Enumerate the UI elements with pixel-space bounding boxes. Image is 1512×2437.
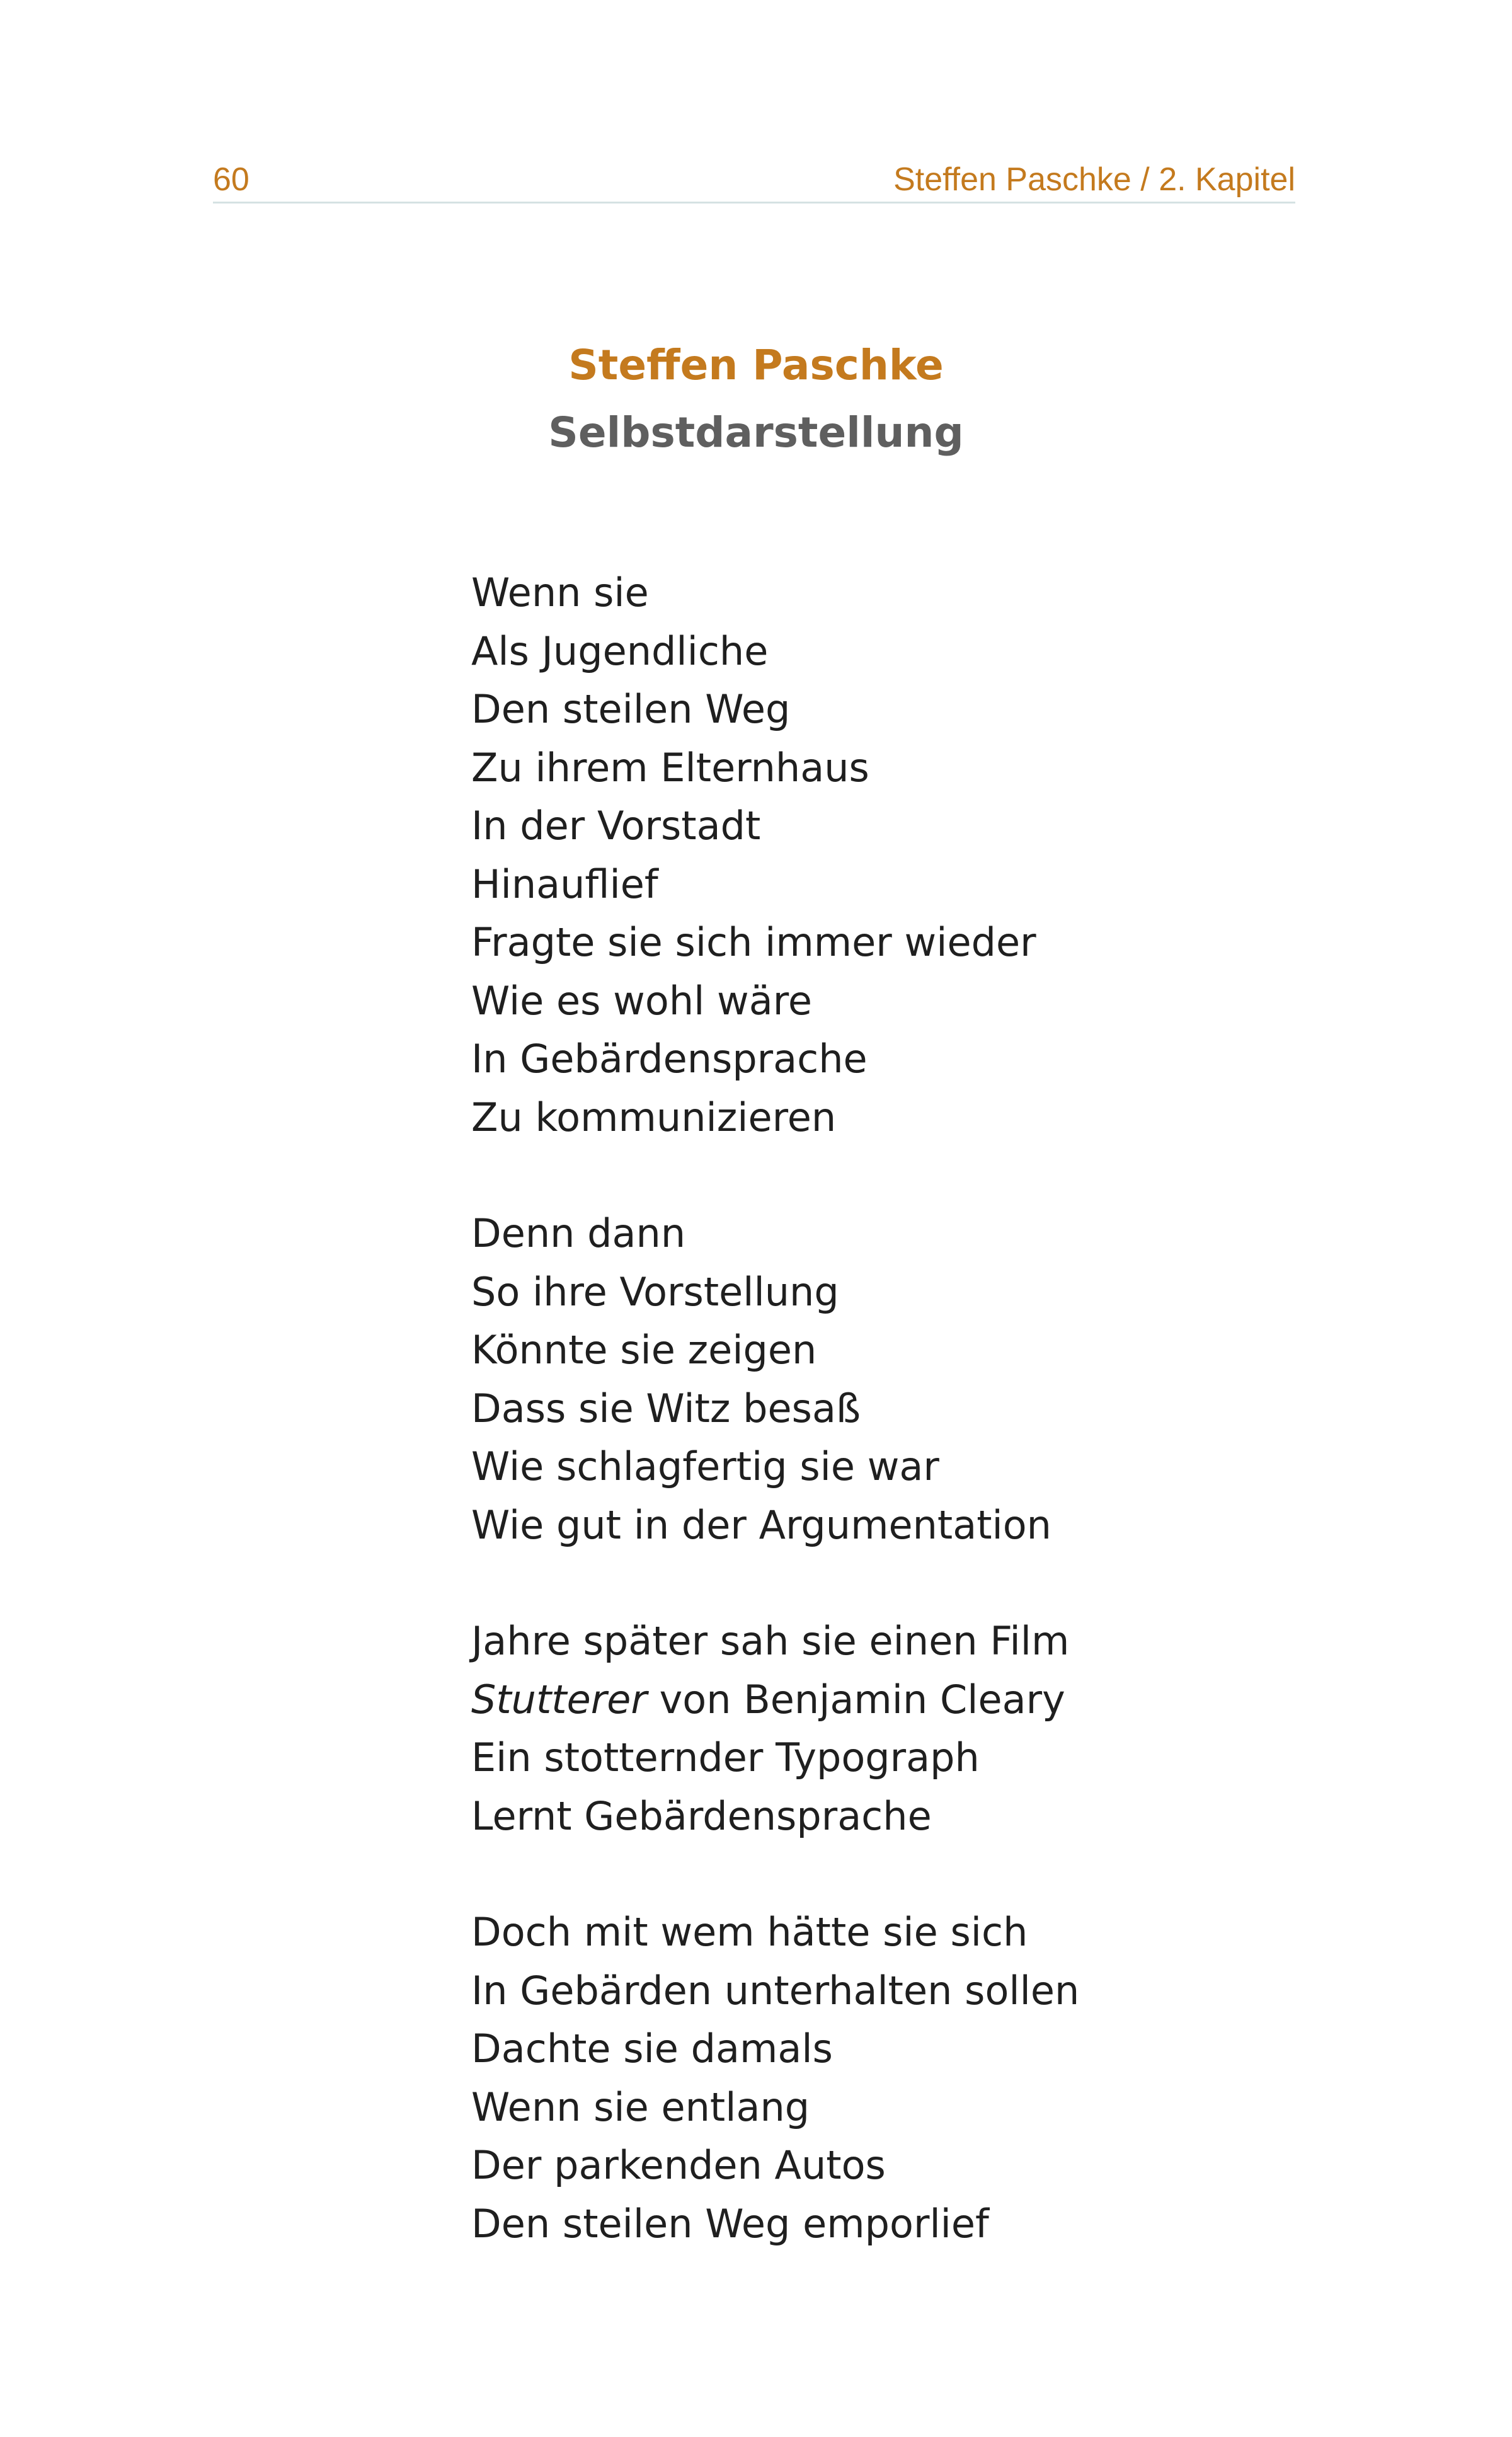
poem-line: In Gebärdensprache	[471, 1036, 868, 1082]
poem-line: Doch mit wem hätte sie sich	[471, 1909, 1028, 1955]
poem-line: So ihre Vorstellung	[471, 1268, 839, 1315]
poem-line: Dass sie Witz besaß	[471, 1385, 861, 1431]
poem-author: Steffen Paschke	[568, 341, 944, 389]
poem-line: In der Vorstadt	[471, 803, 761, 849]
poem-line: In Gebärden unterhalten sollen	[471, 1967, 1080, 2014]
poem-line-film	[471, 1671, 1416, 1729]
film-credit: von Benjamin Cleary	[646, 1676, 1065, 1723]
poem-line: Zu kommunizieren	[471, 1094, 837, 1140]
film-title: Stutterer	[471, 1676, 647, 1723]
poem-line: Wie gut in der Argumentation	[471, 1501, 1051, 1548]
poem-line: Wenn sie	[471, 570, 649, 616]
poem-line: Denn dann	[471, 1210, 686, 1256]
poem-line: Fragte sie sich immer wieder	[471, 919, 1036, 965]
stanza-4	[471, 1903, 1416, 2253]
page-number: 60	[213, 161, 249, 198]
poem-line: Jahre später sah sie einen Film	[471, 1618, 1070, 1664]
poem-line: Hinauflief	[471, 861, 658, 907]
running-head	[213, 158, 1295, 204]
poem-line: Wie es wohl wäre	[471, 977, 813, 1024]
poem-line: Wie schlagfertig sie war	[471, 1443, 939, 1489]
stanza-3	[471, 1612, 1416, 1845]
running-title: Steffen Paschke / 2. Kapitel	[893, 161, 1295, 198]
poem-line: Lernt Gebärdensprache	[471, 1792, 932, 1839]
poem-body	[471, 564, 1416, 2311]
poem-line: Zu ihrem Elternhaus	[471, 744, 869, 791]
poem-line: Könnte sie zeigen	[471, 1327, 817, 1373]
stanza-1	[471, 564, 1416, 1147]
poem-line: Als Jugendliche	[471, 628, 769, 674]
poem-line: Ein stotternder Typograph	[471, 1735, 980, 1780]
stanza-2	[471, 1205, 1416, 1554]
poem-line: Den steilen Weg	[471, 686, 791, 732]
poem-line: Dachte sie damals	[471, 2026, 833, 2072]
poem-title: Selbstdarstellung	[548, 408, 964, 457]
poem-line: Der parkenden Autos	[471, 2142, 886, 2188]
poem-line: Den steilen Weg emporlief	[471, 2200, 989, 2247]
poem-line: Wenn sie entlang	[471, 2084, 810, 2130]
